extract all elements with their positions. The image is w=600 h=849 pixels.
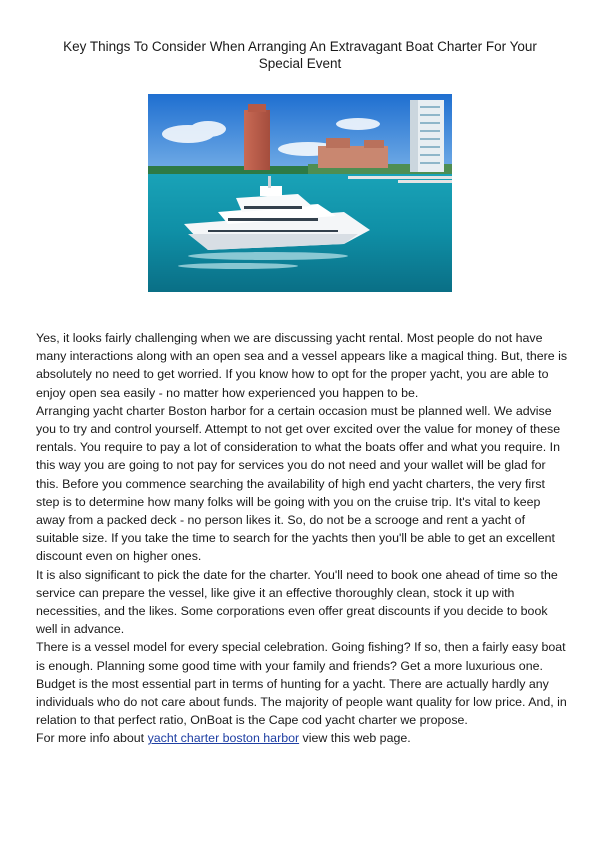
article-body xyxy=(36,329,568,748)
yacht-photo xyxy=(148,94,452,292)
document-title: Key Things To Consider When Arranging An Extravagant Boat Charter For Your Special Event xyxy=(63,39,537,71)
closing-paragraph xyxy=(36,729,568,747)
paragraph: It is also significant to pick the date for the charter. You'll need to book one ahead of time so the service can prepare the vessel, like give it an effective thoroughly clean, stock it up with necessities, and the likes. Some corporations even offer great discounts if you decide to book well in advance. xyxy=(36,567,558,637)
paragraph: Arranging yacht charter Boston harbor for a certain occasion must be planned well. We advise you to try and control yourself. Attempt to not get over excited over the value for money of these rentals. You require to pay a lot of consideration to what the boats offer and what you require. In this way you are going to not pay for services you do not need and your wallet will be glad for this. Before you commence searching the availability of high end yacht charters, the very first step is to determine how many folks will be going with you on the cruise trip. It's vital to keep away from a packed deck - no person likes it. So, do not be a scrooge and rent a yacht of suitable size. If you take the time to search for the yachts then you'll be able to get an excellent discount even on higher ones. xyxy=(36,403,561,564)
right-tower xyxy=(410,100,444,172)
paragraph: There is a vessel model for every special celebration. Going fishing? If so, then a fairly easy boat is enough. Planning some good time with your family and friends? Get a more luxurious one. Budget is the most essential part in terms of hunting for a yacht. There are actually hardly any individuals who do not care about funds. The majority of people want quality for low price. And, in relation to that perfect ratio, OnBoat is the Cape cod yacht charter we propose. xyxy=(36,640,567,728)
closing-prefix: For more info about xyxy=(36,731,148,746)
yacht-charter-link[interactable]: yacht charter boston harbor xyxy=(147,731,300,746)
closing-suffix: view this web page. xyxy=(299,731,411,746)
left-tower xyxy=(244,104,270,170)
yacht-illustration xyxy=(148,94,452,292)
paragraph: Yes, it looks fairly challenging when we are discussing yacht rental. Most people do not have many interactions along with an open sea and a vessel appears like a magical thing. But, there is absolutely no need to get worried. If you know how to opt for the proper yacht, you are able to enjoy open sea easily - no matter how experienced you happen to be. xyxy=(36,331,568,400)
